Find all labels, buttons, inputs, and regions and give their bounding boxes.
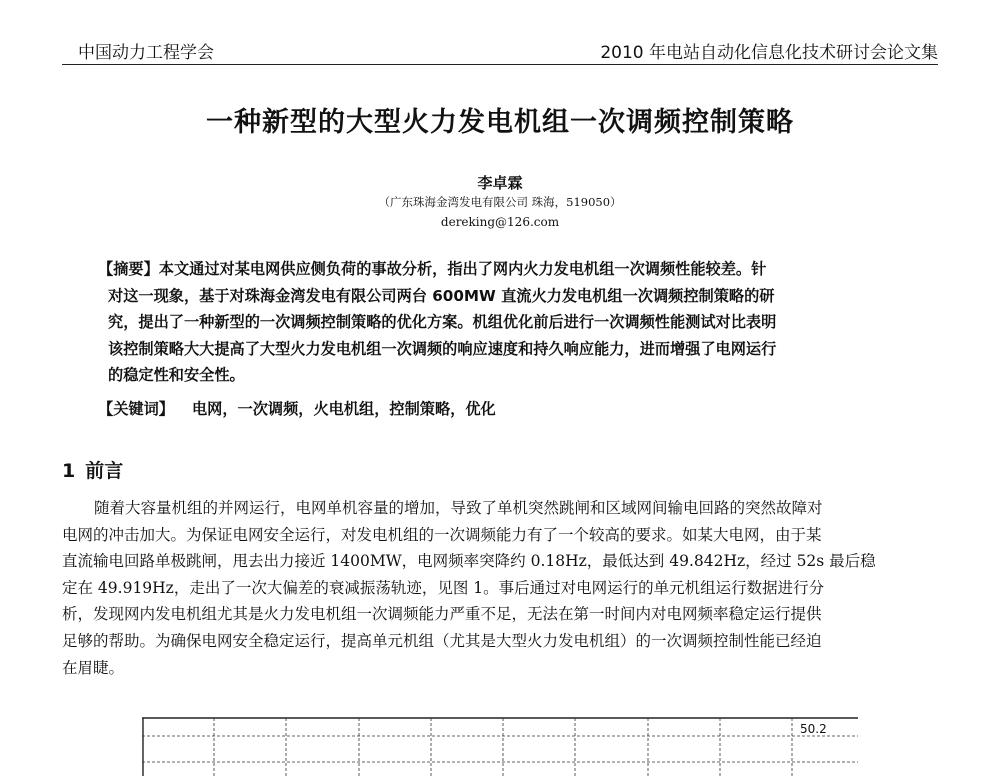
section-title: 前言 bbox=[85, 460, 124, 482]
body-paragraph bbox=[62, 495, 938, 681]
chart-grid bbox=[214, 718, 792, 776]
author-affiliation: （广东珠海金湾发电有限公司 珠海，519050） bbox=[378, 195, 622, 209]
abstract-line: 对这一现象，基于对珠海金湾发电有限公司两台 600MW 直流火力发电机组一次调频控制策略的研 bbox=[108, 286, 775, 305]
abstract-line: 【摘要】本文通过对某电网供应侧负荷的事故分析，指出了网内火力发电机组一次调频性能较差。针 bbox=[98, 260, 767, 278]
body-line: 随着大容量机组的并网运行，电网单机容量的增加，导致了单机突然跳闸和区域网间输电回路的突然故障对 bbox=[94, 499, 823, 517]
abstract-line: 究，提出了一种新型的一次调频控制策略的优化方案。机组优化前后进行一次调频性能测试对比表明 bbox=[108, 313, 777, 331]
keywords-values: 电网，一次调频，火电机组，控制策略，优化 bbox=[191, 400, 496, 418]
body-line: 析，发现网内发电机组尤其是火力发电机组一次调频能力严重不足，无法在第一时间内对电网频率稳定运行提供 bbox=[62, 605, 822, 624]
header-society: 中国动力工程学会 bbox=[78, 43, 214, 63]
keywords bbox=[98, 398, 908, 419]
abstract-line: 该控制策略大大提高了大型火力发电机组一次调频的响应速度和持久响应能力，进而增强了电网运行 bbox=[108, 339, 777, 358]
body-line: 足够的帮助。为确保电网安全稳定运行，提高单元机组（尤其是大型火力发电机组）的一次调频控制性能已经迫 bbox=[62, 631, 822, 650]
body-line: 定在 49.919Hz，走出了一次大偏差的衰减振荡轨迹，见图 1。事后通过对电网运行的单元机组运行数据进行分 bbox=[62, 578, 825, 597]
paper-title: 一种新型的大型火力发电机组一次调频控制策略 bbox=[206, 107, 794, 138]
abstract-line: 的稳定性和安全性。 bbox=[108, 366, 245, 384]
running-header bbox=[62, 38, 938, 65]
abstract bbox=[98, 256, 908, 389]
author-email: dereking@126.com bbox=[440, 215, 560, 229]
section-heading bbox=[62, 456, 123, 483]
body-line: 在眉睫。 bbox=[62, 658, 125, 677]
chart-y-tick-label: 50.2 bbox=[800, 722, 827, 736]
chart-tick-labels bbox=[800, 722, 827, 736]
author-name: 李卓霖 bbox=[477, 174, 523, 192]
figure-1-chart bbox=[142, 716, 858, 776]
header-proceedings: 2010 年电站自动化信息化技术研讨会论文集 bbox=[600, 43, 938, 63]
chart-frame bbox=[142, 718, 858, 776]
section-number: 1 bbox=[62, 460, 76, 482]
body-line: 电网的冲击加大。为保证电网安全运行，对发电机组的一次调频能力有了一个较高的要求。如某大电网，由于某 bbox=[62, 525, 822, 544]
keywords-label: 【关键词】 bbox=[98, 400, 174, 418]
body-line: 直流输电回路单极跳闸，甩去出力接近 1400MW，电网频率突降约 0.18Hz，最低达到 49.842Hz，经过 52s 最后稳 bbox=[62, 552, 876, 571]
